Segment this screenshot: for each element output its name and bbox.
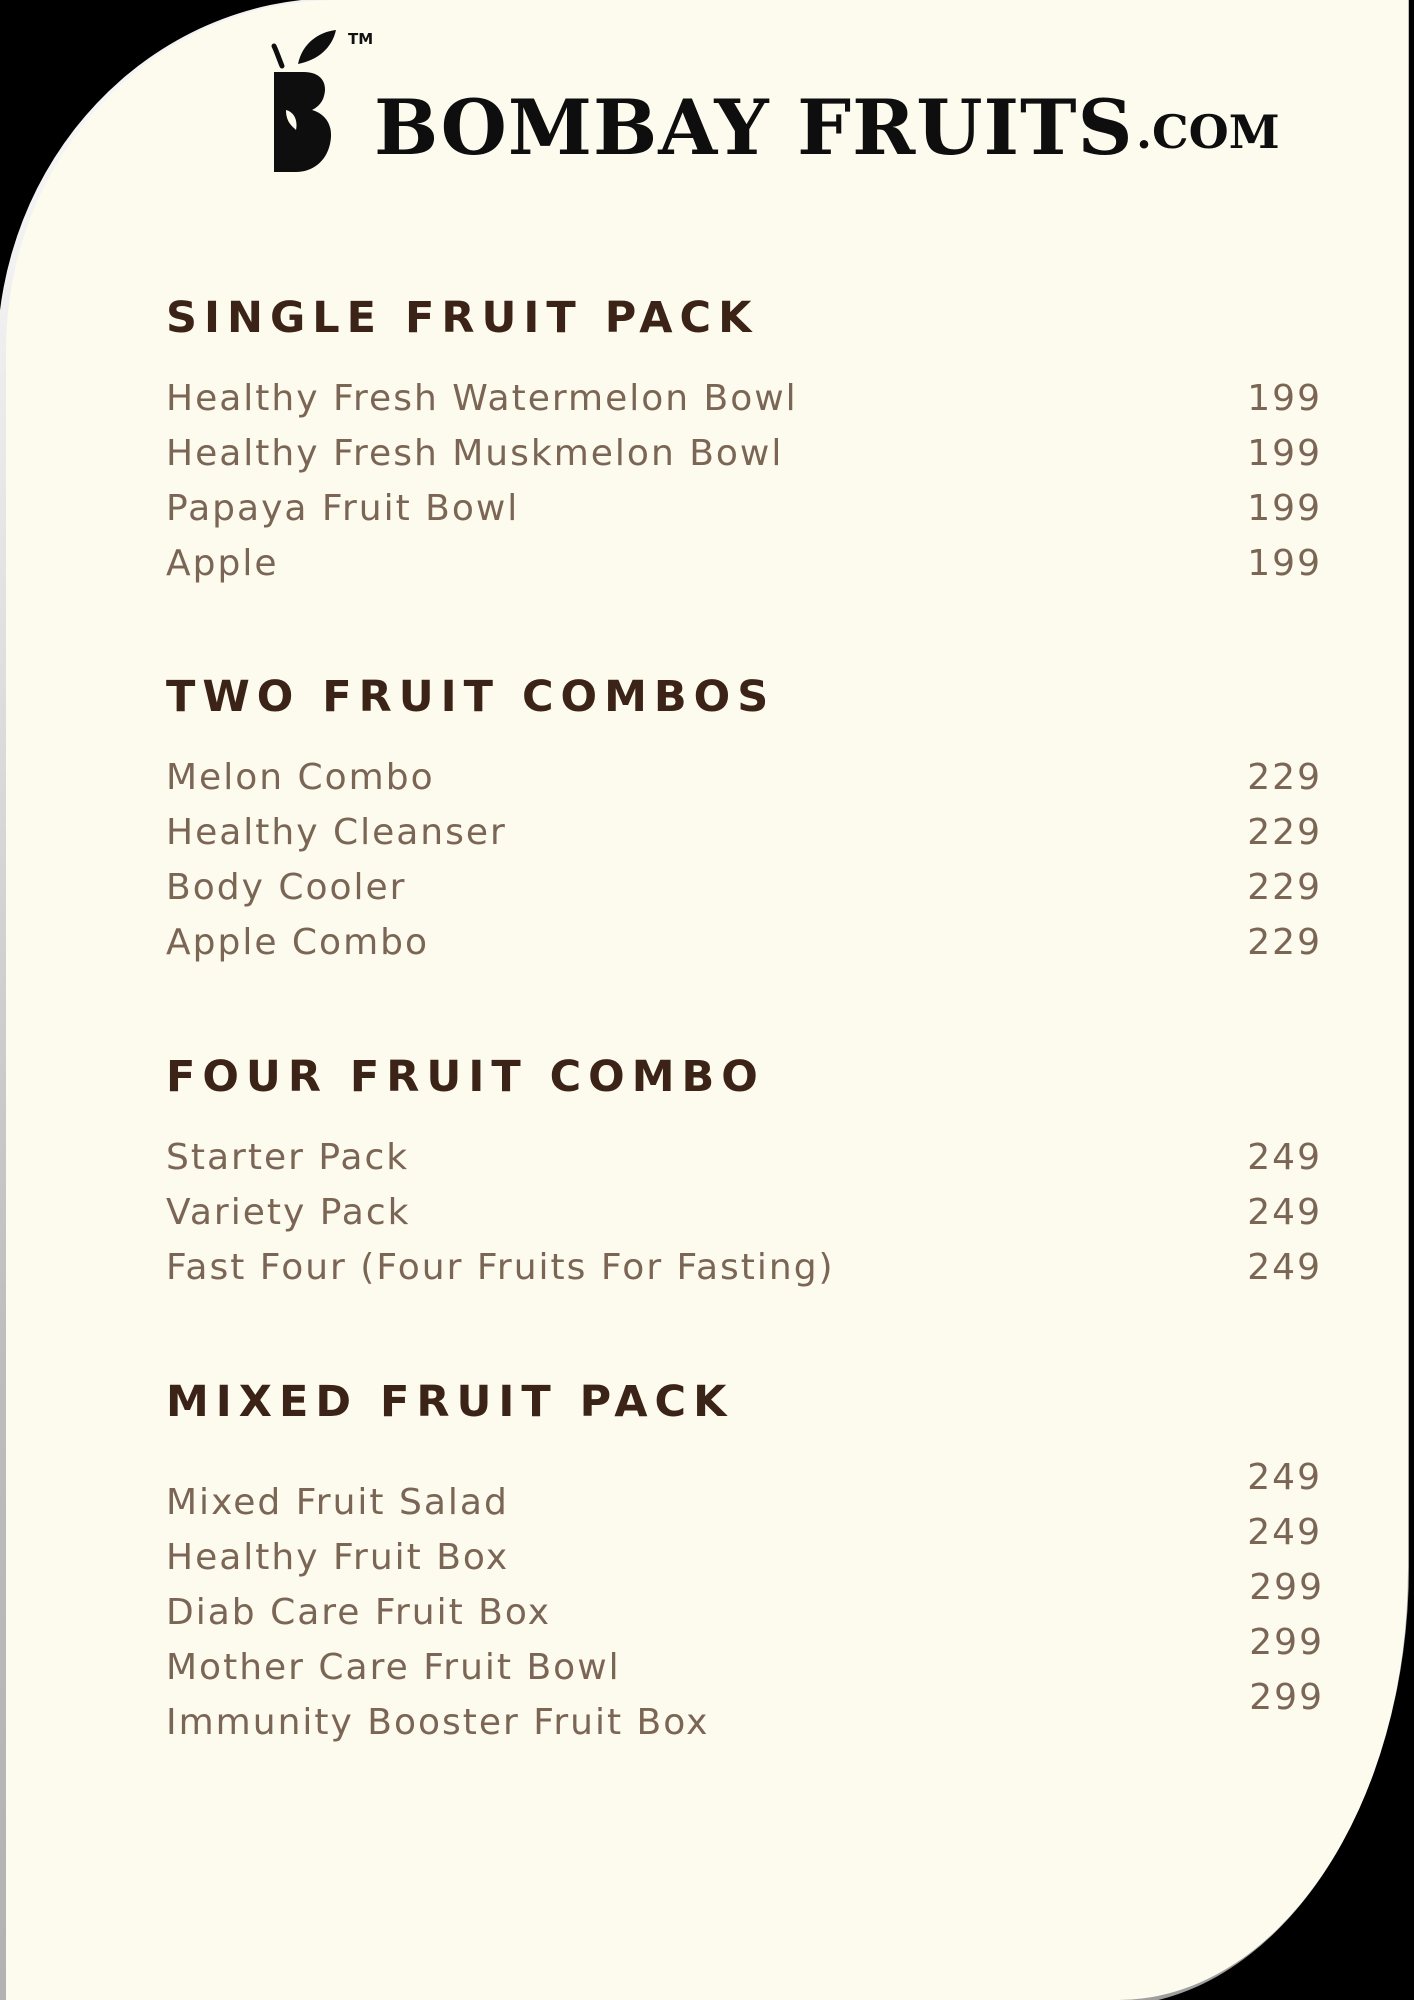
menu-item — [166, 805, 1322, 860]
section-title: MIXED FRUIT PACK — [166, 1377, 734, 1427]
menu-item — [166, 481, 1322, 536]
brand-logo — [268, 26, 1280, 186]
item-name: Apple — [166, 543, 279, 584]
section-title: SINGLE FRUIT PACK — [166, 293, 759, 343]
item-price: 249 — [1247, 1512, 1322, 1553]
item-price: 199 — [1247, 378, 1322, 419]
item-list — [166, 750, 1322, 970]
item-price-column — [1122, 1450, 1322, 1725]
item-name: Variety Pack — [166, 1192, 411, 1233]
menu-item — [166, 371, 1322, 426]
section-four-fruit-combo — [166, 1051, 1322, 1295]
item-name: Healthy Fresh Watermelon Bowl — [166, 378, 798, 419]
item-name: Apple Combo — [166, 922, 430, 963]
section-single-fruit-pack — [166, 292, 1322, 591]
item-name: Mother Care Fruit Bowl — [166, 1647, 621, 1688]
section-two-fruit-combos — [166, 671, 1322, 970]
section-mixed-fruit-pack — [166, 1376, 1324, 1743]
item-price: 299 — [1249, 1622, 1324, 1663]
item-name: Healthy Fresh Muskmelon Bowl — [166, 433, 784, 474]
item-price: 199 — [1247, 543, 1322, 584]
item-price: 249 — [1247, 1247, 1322, 1288]
brand-domain-suffix: .COM — [1136, 105, 1280, 159]
section-title: FOUR FRUIT COMBO — [166, 1052, 765, 1102]
menu-item — [166, 915, 1322, 970]
item-price: 249 — [1247, 1457, 1322, 1498]
item-list — [166, 371, 1322, 591]
item-price: 229 — [1247, 922, 1322, 963]
item-list — [166, 1130, 1322, 1295]
item-name: Immunity Booster Fruit Box — [166, 1702, 710, 1743]
brand-name: BOMBAY FRUITS — [374, 83, 1134, 172]
trademark-symbol: TM — [348, 30, 374, 48]
item-price: 199 — [1247, 433, 1322, 474]
item-price: 229 — [1247, 812, 1322, 853]
menu-item — [166, 426, 1322, 481]
item-price: 249 — [1247, 1137, 1322, 1178]
menu-item — [166, 536, 1322, 591]
item-name-column — [166, 1475, 1066, 1750]
menu-item — [166, 1640, 1066, 1695]
item-name: Papaya Fruit Bowl — [166, 488, 520, 529]
item-price: 229 — [1247, 757, 1322, 798]
menu-item — [166, 1475, 1066, 1530]
item-name: Healthy Cleanser — [166, 812, 507, 853]
menu-item — [166, 1240, 1322, 1295]
menu-item — [166, 1185, 1322, 1240]
menu-item — [166, 1530, 1066, 1585]
item-price: 229 — [1247, 867, 1322, 908]
menu-card — [6, 0, 1408, 2000]
item-name: Healthy Fruit Box — [166, 1537, 510, 1578]
menu-item — [166, 1585, 1066, 1640]
item-name: Body Cooler — [166, 867, 407, 908]
item-name: Melon Combo — [166, 757, 435, 798]
item-name: Mixed Fruit Salad — [166, 1482, 509, 1523]
menu-item — [166, 1695, 1066, 1750]
item-price: 299 — [1249, 1567, 1324, 1608]
item-name: Fast Four (Four Fruits For Fasting) — [166, 1247, 835, 1288]
item-price: 199 — [1247, 488, 1322, 529]
section-title: TWO FRUIT COMBOS — [166, 672, 776, 722]
menu-item — [166, 1130, 1322, 1185]
menu-item — [166, 750, 1322, 805]
item-name: Diab Care Fruit Box — [166, 1592, 552, 1633]
item-price: 249 — [1247, 1192, 1322, 1233]
b-apple-logo-icon — [268, 26, 348, 176]
item-price: 299 — [1249, 1677, 1324, 1718]
menu-item — [166, 860, 1322, 915]
item-name: Starter Pack — [166, 1137, 410, 1178]
